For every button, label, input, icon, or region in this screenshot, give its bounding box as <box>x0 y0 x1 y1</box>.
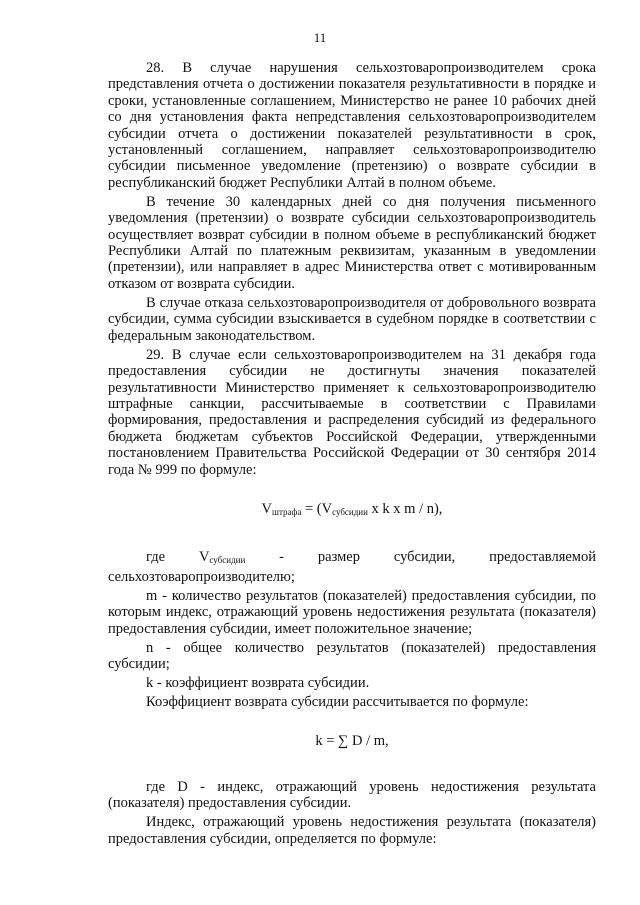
paragraph-refusal: В случае отказа сельхозтоваропроизводителя от добровольного возврата субсидии, сумма субсидии взыскивается в судебном порядке в соответствии с федеральным законодательством. <box>108 294 596 344</box>
document-body <box>108 60 596 850</box>
definition-m: m - количество результатов (показателей) предоставления субсидии, по которым индекс, отражающий уровень недостижения результата (показателя) предоставления субсидии, имеет положительное значение; <box>108 587 596 637</box>
paragraph-return-30-days: В течение 30 календарных дней со дня получения письменного уведомления (претензии) о возврате субсидии сельхозтоваропроизводитель осуществляет возврат субсидии в полном объеме в республиканский бюджет Республики Алтай по платежным реквизитам, указанным в уведомлении (претензии), или направляет в адрес Министерства ответ с мотивированным отказом от возврата субсидии. <box>108 193 596 292</box>
paragraph-29: 29. В случае если сельхозтоваропроизводителем на 31 декабря года предоставления субсидии не достигнуты значения показателей результативности Министерство применяет к сельхозтоваропроизводителю штрафные санкции, рассчитываемые в соответствии с Правилами формирования, предоставления и распределения субсидий из федерального бюджета бюджетам субъектов Российской Федерации, утвержденными постановлением Правительства Российской Федерации от 30 сентября 2014 года № 999 по формуле: <box>108 346 596 478</box>
definition-d: где D - индекс, отражающий уровень недостижения результата (показателя) предоставления субсидии. <box>108 778 596 812</box>
paragraph-28: 28. В случае нарушения сельхозтоваропроизводителем срока представления отчета о достижении показателя результативности в порядке и сроки, установленные соглашением, Министерство не ранее 10 рабочих дней со дня установления факта непредставления сельхозтоваропроизводителем субсидии отчета о достижении показателей результативности в срок, установленный соглашением, направляет сельхозтоваропроизводителю субсидии письменное уведомление (претензию) о возврате субсидии в республиканский бюджет Республики Алтай в полном объеме. <box>108 60 596 191</box>
where-v-subsidy: где $V_{субсидии}$ - размер субсидии, предоставляемой <box>146 549 596 566</box>
k-calc-intro: Коэффициент возврата субсидии рассчитывается по формуле: <box>146 693 529 710</box>
page-number: 11 <box>313 30 327 45</box>
where-v-subsidy-cont: сельхозтоваропроизводителю; <box>108 568 295 585</box>
index-intro: Индекс, отражающий уровень недостижения результата (показателя) предоставления субсидии, определяется по формуле: <box>108 814 596 847</box>
k-formula: k = ∑ D / m, <box>315 733 389 750</box>
definition-k: k - коэффициент возврата субсидии. <box>146 674 370 691</box>
definition-n: n - общее количество результатов (показателей) предоставления субсидии; <box>108 639 596 672</box>
penalty-formula: $V_{штрафа} = (V_{субсидии}$ x k x m / n), <box>261 500 443 517</box>
